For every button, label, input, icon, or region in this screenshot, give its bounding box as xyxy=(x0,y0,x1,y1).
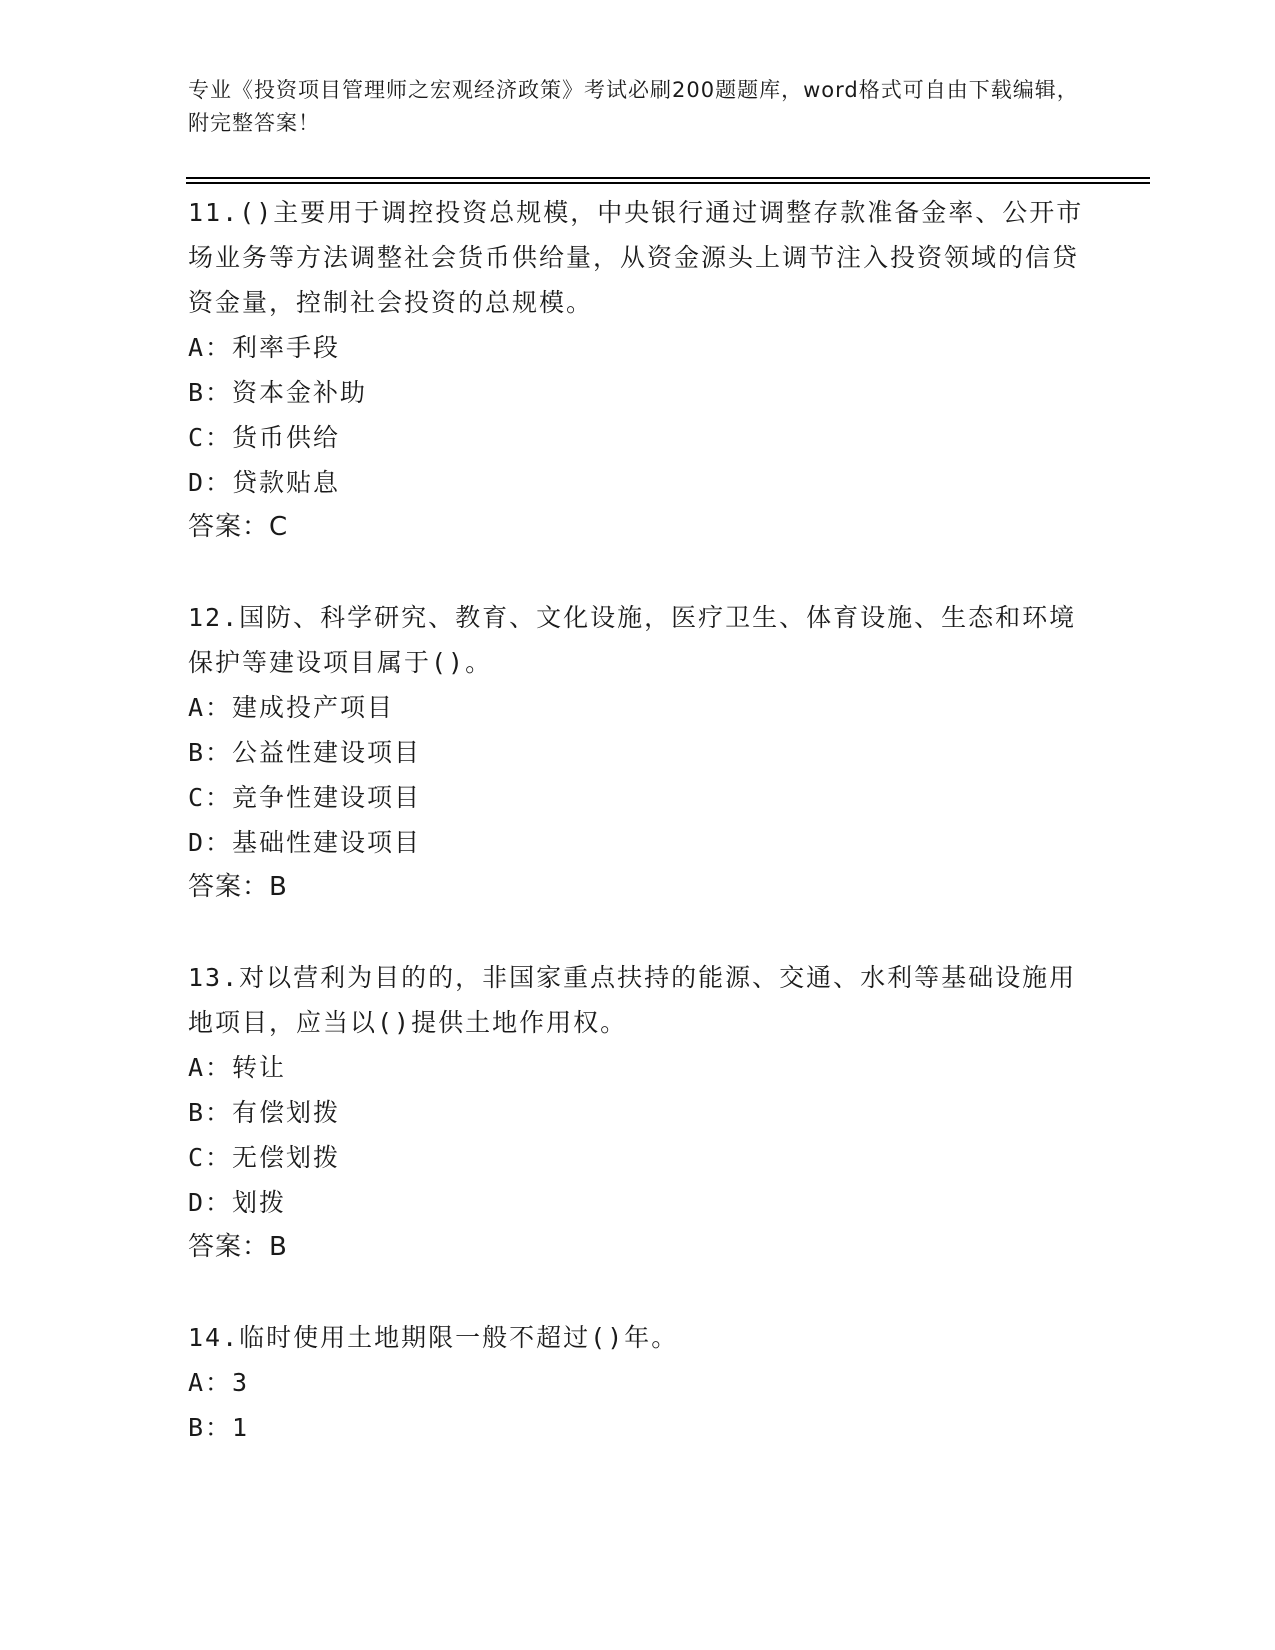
option-b: B：1 xyxy=(188,1413,250,1442)
option-d: D：划拨 xyxy=(188,1188,287,1217)
option-a: A：利率手段 xyxy=(188,333,341,362)
document-intro: 专业《投资项目管理师之宏观经济政策》考试必刷200题题库，word格式可自由下载编辑，附完整答案！ xyxy=(188,78,1079,135)
option-c: C：无偿划拨 xyxy=(188,1143,341,1172)
question-stem: 11.()主要用于调控投资总规模，中央银行通过调整存款准备金率、公开市场业务等方法调整社会货币供给量，从资金源头上调节注入投资领域的信贷资金量，控制社会投资的总规模。 xyxy=(188,198,1084,317)
question-11 xyxy=(188,190,1088,550)
question-13 xyxy=(188,955,1088,1270)
option-b: B：有偿划拨 xyxy=(188,1098,341,1127)
answer-line: 答案：C xyxy=(188,512,289,542)
question-stem: 13.对以营利为目的的，非国家重点扶持的能源、交通、水利等基础设施用地项目，应当以()提供土地作用权。 xyxy=(188,963,1077,1037)
option-a: A：转让 xyxy=(188,1053,287,1082)
question-14 xyxy=(188,1315,1088,1450)
question-list xyxy=(188,190,1088,1450)
option-b: B：公益性建设项目 xyxy=(188,738,422,767)
question-12 xyxy=(188,595,1088,910)
option-d: D：基础性建设项目 xyxy=(188,828,422,857)
header-divider-bottom xyxy=(186,182,1150,184)
option-a: A：建成投产项目 xyxy=(188,693,395,722)
question-stem: 14.临时使用土地期限一般不超过()年。 xyxy=(188,1323,679,1352)
answer-line: 答案：B xyxy=(188,1232,288,1262)
question-stem: 12.国防、科学研究、教育、文化设施，医疗卫生、体育设施、生态和环境保护等建设项目属于()。 xyxy=(188,603,1077,677)
option-b: B：资本金补助 xyxy=(188,378,368,407)
option-c: C：货币供给 xyxy=(188,423,341,452)
option-c: C：竞争性建设项目 xyxy=(188,783,422,812)
option-a: A：3 xyxy=(188,1368,250,1397)
answer-line: 答案：B xyxy=(188,872,288,902)
header-divider-top xyxy=(186,177,1150,179)
option-d: D：贷款贴息 xyxy=(188,468,341,497)
